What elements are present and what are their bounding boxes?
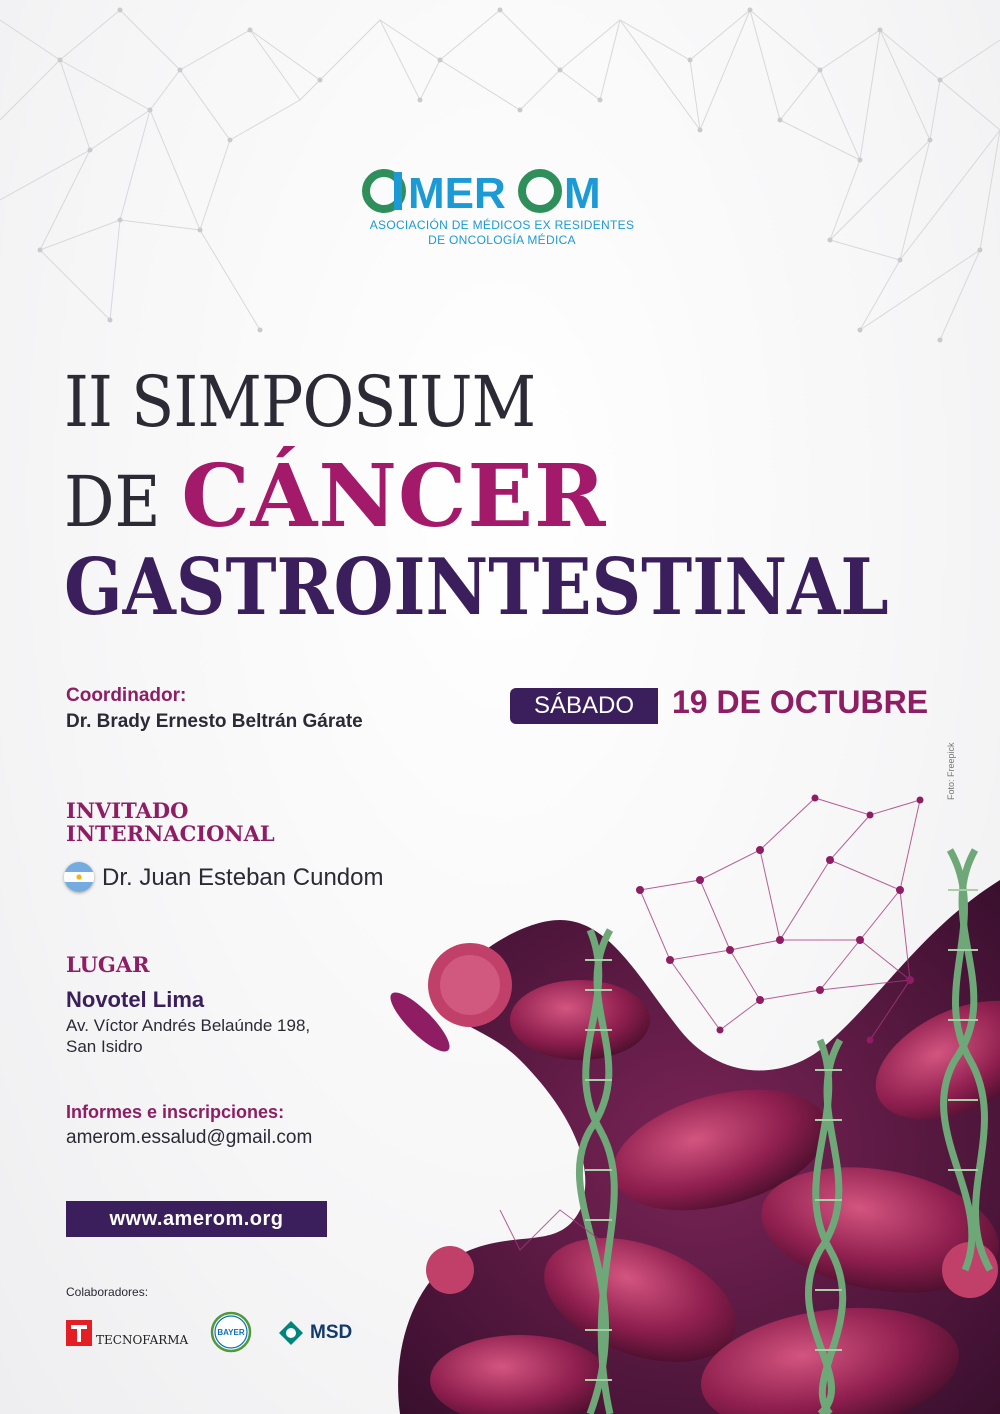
msd-logo-text: MSD <box>310 1322 353 1343</box>
msd-logo-icon <box>276 1320 306 1346</box>
guest-label-line1: INVITADO <box>66 798 189 823</box>
logo-subtitle-line2: DE ONCOLOGÍA MÉDICA <box>428 233 576 247</box>
tecnofarma-logo-icon <box>66 1320 92 1346</box>
contact-email[interactable]: amerom.essalud@gmail.com <box>66 1127 313 1148</box>
bayer-logo-icon <box>210 1311 252 1353</box>
title-line3: GASTROINTESTINAL <box>64 542 889 633</box>
logo-subtitle-line1: ASOCIACIÓN DE MÉDICOS EX RESIDENTES <box>369 218 635 232</box>
event-date: 19 DE OCTUBRE <box>672 684 929 720</box>
coordinator-label: Coordinador: <box>66 685 187 706</box>
venue-address-line1: Av. Víctor Andrés Belaúnde 198, <box>66 1016 311 1035</box>
amerom-logo <box>362 166 642 256</box>
day-badge: SÁBADO <box>510 688 658 724</box>
website-link[interactable]: www.amerom.org <box>66 1201 327 1237</box>
venue-name: Novotel Lima <box>66 987 205 1012</box>
title-de: DE <box>64 461 161 543</box>
svg-text:MER: MER <box>408 169 506 216</box>
tecnofarma-logo-text: TECNOFARMA <box>96 1333 189 1347</box>
coordinator-name: Dr. Brady Ernesto Beltrán Gárate <box>66 711 363 732</box>
title-cancer: CÁNCER <box>181 446 607 547</box>
info-label: Informes e inscripciones: <box>66 1102 285 1122</box>
venue-address-line2: San Isidro <box>66 1037 143 1056</box>
collaborators-label: Colaboradores: <box>66 1285 149 1299</box>
title-line1: II SIMPOSIUM <box>64 361 536 443</box>
venue-label: LUGAR <box>66 952 150 977</box>
argentina-flag-icon <box>64 862 94 892</box>
guest-name: Dr. Juan Esteban Cundom <box>102 864 384 891</box>
guest-label-line2: INTERNACIONAL <box>66 821 275 846</box>
photo-credit: Foto: Freepick <box>946 742 956 800</box>
stomach-dna-illustration <box>380 780 1000 1414</box>
svg-text:M: M <box>564 169 601 216</box>
amerom-wordmark <box>362 166 642 216</box>
bayer-logo-text: BAYER <box>217 1328 245 1337</box>
